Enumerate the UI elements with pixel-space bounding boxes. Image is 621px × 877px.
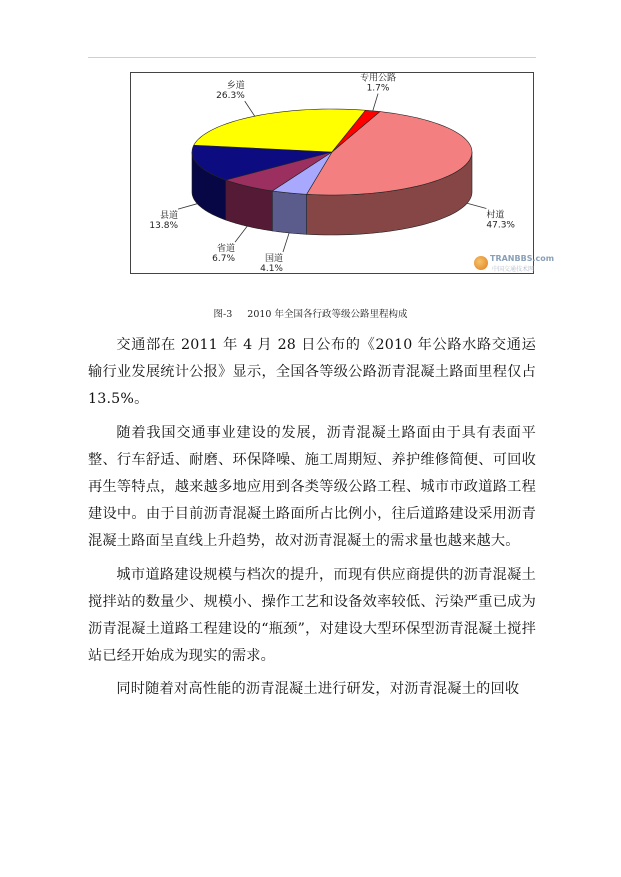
watermark-brand: TRANBBS.com <box>490 254 555 263</box>
leader-line-县道 <box>178 204 197 209</box>
watermark-logo-icon <box>474 256 488 270</box>
slice-value-label: 6.7% <box>212 254 236 265</box>
paragraph: 城市道路建设规模与档次的提升，而现有供应商提供的沥青混凝土搅拌站的数量少、规模小、操作工艺和设备效率较低、污染严重已成为沥青混凝土道路工程建设的“瓶颈”，对建设大型环保型沥青混凝土搅拌站已经开始成为现实的需求。 <box>88 566 536 665</box>
slice-value-label: 47.3% <box>486 220 515 231</box>
leader-line-省道 <box>235 226 247 242</box>
pie-side-国道 <box>272 191 306 234</box>
slice-value-label: 13.8% <box>149 221 179 232</box>
leader-line-国道 <box>283 233 289 252</box>
watermark-subtitle: 中国交通技术网 <box>492 266 535 273</box>
pie-chart <box>131 73 533 273</box>
slice-name-label: 专用公路 <box>360 73 397 84</box>
figure-number: 图-3 <box>213 309 233 320</box>
slice-name-label: 村道 <box>486 210 505 221</box>
slice-name-label: 国道 <box>264 253 283 264</box>
leader-line-专用公路 <box>373 94 378 111</box>
paragraph: 随着我国交通事业建设的发展，沥青混凝土路面由于具有表面平整、行车舒适、耐磨、环保降噪、施工周期短、养护维修简便、可回收再生等特点，越来越多地应用到各类等级公路工程、城市市政道路工程建设中。由于目前沥青混凝土路面所占比例小，往后道路建设采用沥青混凝土路面呈直线上升趋势，故对沥青混凝土的需求量也越来越大。 <box>88 424 536 550</box>
slice-name-label: 县道 <box>160 211 179 222</box>
slice-value-label: 26.3% <box>216 91 245 102</box>
figure-title: 2010 年全国各行政等级公路里程构成 <box>247 309 408 320</box>
paragraph: 同时随着对高性能的沥青混凝土进行研发，对沥青混凝土的回收 <box>116 681 520 698</box>
figure-caption <box>0 306 621 320</box>
slice-name-label: 乡道 <box>226 81 245 92</box>
leader-line-乡道 <box>245 101 255 116</box>
slice-name-label: 省道 <box>217 244 236 255</box>
leader-line-村道 <box>467 203 486 208</box>
slice-value-label: 4.1% <box>260 263 283 273</box>
site-watermark <box>472 254 554 276</box>
slice-value-label: 1.7% <box>366 83 390 94</box>
header-rule <box>88 57 536 58</box>
paragraph: 交通部在 2011 年 4 月 28 日公布的《2010 年公路水路交通运输行业发展统计公报》显示，全国各等级公路沥青混凝土路面里程仅占 13.5%。 <box>88 337 536 408</box>
pie-chart-frame <box>130 72 534 274</box>
body-text <box>88 332 536 710</box>
